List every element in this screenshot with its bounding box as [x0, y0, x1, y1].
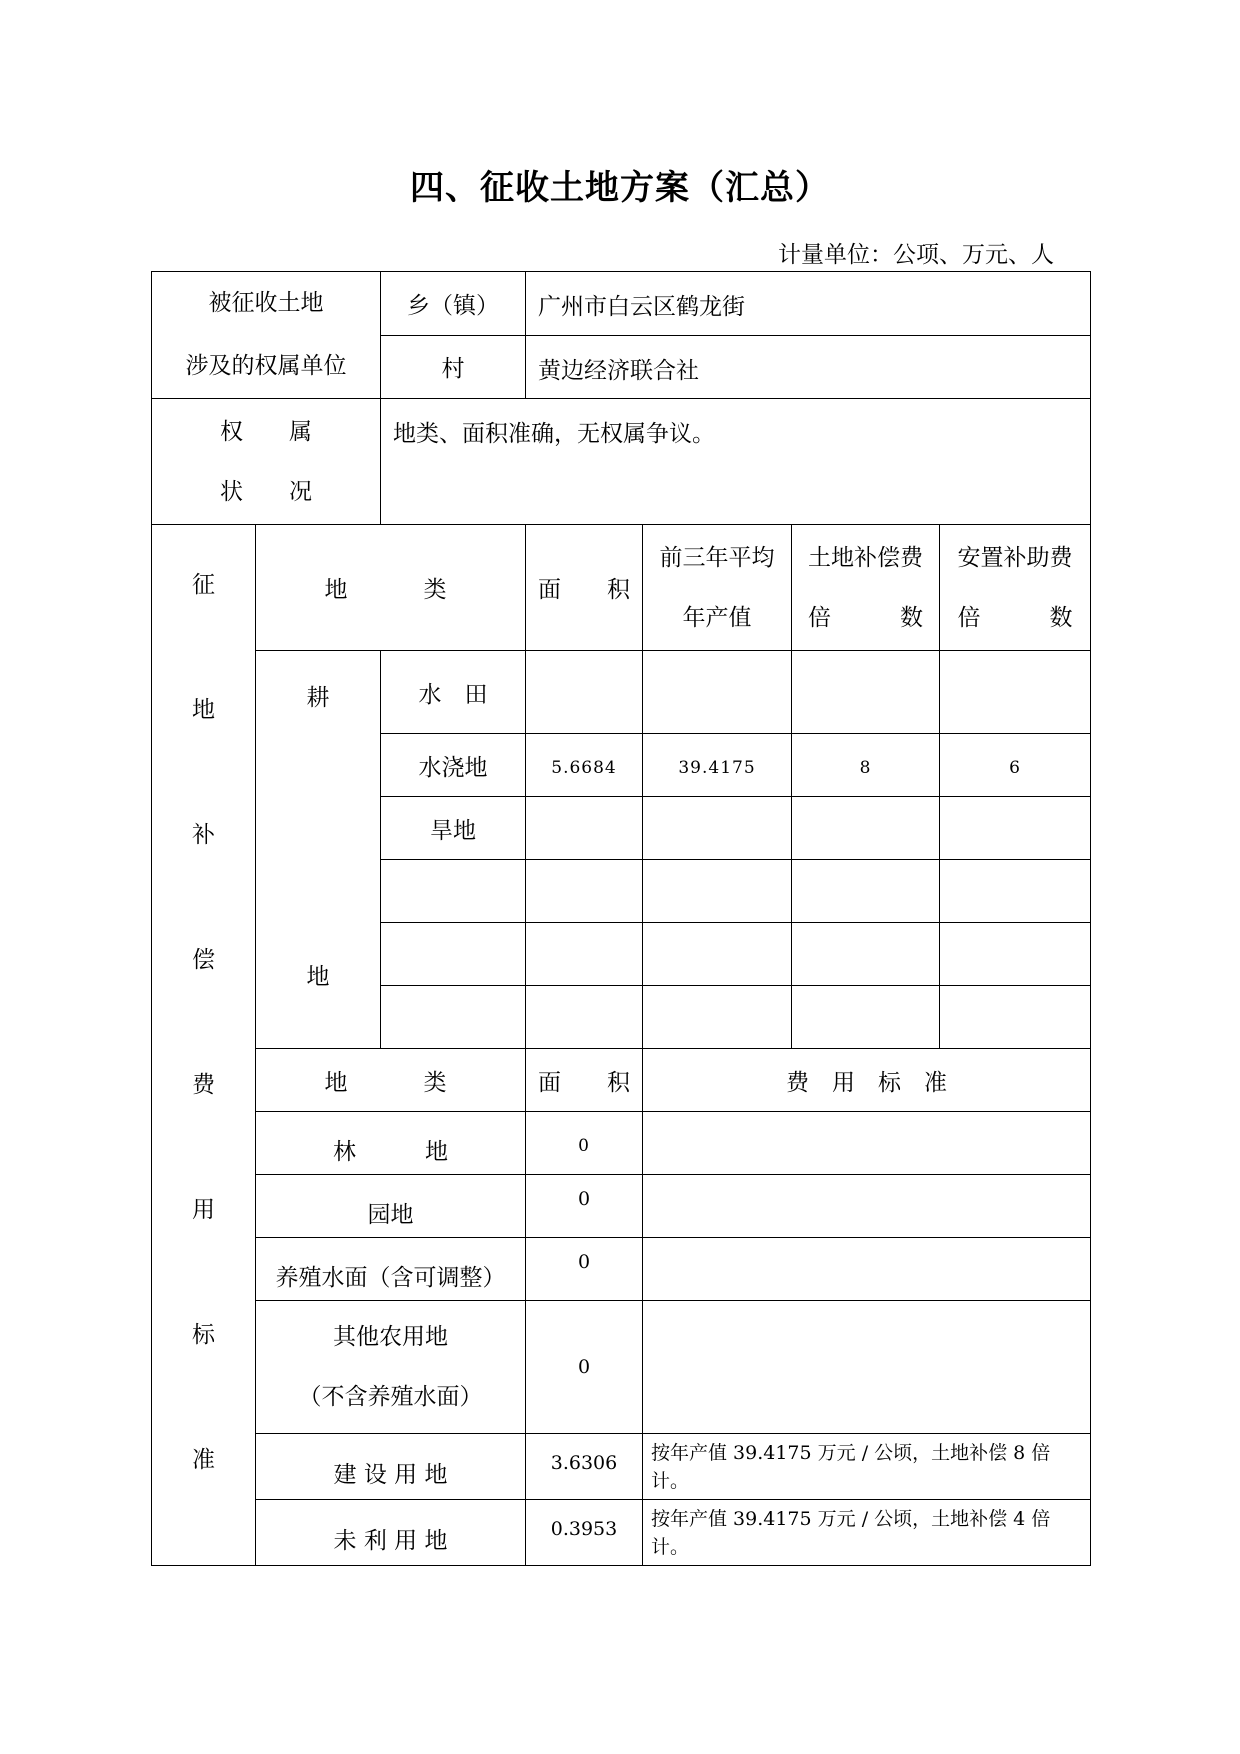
farmland-row-type [381, 923, 526, 986]
other-header-area: 面 积 [526, 1049, 643, 1112]
other-row-area: 3.6306 [526, 1434, 643, 1500]
farmland-row-land-multiple [792, 986, 940, 1049]
compensation-side-label [152, 525, 256, 1566]
farmland-row-land-multiple [792, 923, 940, 986]
compensation-side-char: 准 [192, 1447, 215, 1473]
other-row-area: 0 [526, 1238, 643, 1301]
other-header-standard: 费 用 标 准 [643, 1049, 1091, 1112]
other-row-type: 林 地 [256, 1112, 526, 1175]
farmland-row-area [526, 986, 643, 1049]
farmland-row-land-multiple [792, 797, 940, 860]
farmland-row-avg-output [643, 986, 792, 1049]
ownership-status-label: 权 属 状 况 [152, 399, 381, 525]
farmland-row-type [381, 986, 526, 1049]
farmland-row-resettle-multiple [940, 986, 1091, 1049]
farmland-row-area: 5.6684 [526, 734, 643, 797]
compensation-side-char: 标 [192, 1322, 215, 1348]
land-acquisition-table [151, 271, 1091, 1566]
other-row-area: 0 [526, 1301, 643, 1434]
farmland-row-land-multiple: 8 [792, 734, 940, 797]
compensation-side-char: 地 [192, 697, 215, 723]
compensation-side-char: 用 [192, 1197, 215, 1223]
page-title: 四、征收土地方案（汇总） [410, 168, 830, 208]
header-land-comp-multiple: 土地补偿费 倍 数 [792, 525, 940, 651]
header-land-type: 地 类 [256, 525, 526, 651]
other-row-standard: 按年产值 39.4175 万元 / 公顷，土地补偿 4 倍计。 [643, 1500, 1091, 1566]
other-row-area: 0 [526, 1112, 643, 1175]
farmland-row-land-multiple [792, 651, 940, 734]
farmland-row-resettle-multiple [940, 651, 1091, 734]
farmland-row-avg-output: 39.4175 [643, 734, 792, 797]
other-header-land-type: 地 类 [256, 1049, 526, 1112]
other-row-area: 0.3953 [526, 1500, 643, 1566]
farmland-row-type: 旱地 [381, 797, 526, 860]
other-row-standard [643, 1112, 1091, 1175]
other-row-standard [643, 1175, 1091, 1238]
farmland-label [256, 651, 381, 1049]
header-area: 面 积 [526, 525, 643, 651]
farmland-row-area [526, 797, 643, 860]
farmland-row-resettle-multiple [940, 860, 1091, 923]
compensation-side-chars [152, 525, 255, 1565]
farmland-row-resettle-multiple [940, 797, 1091, 860]
header-resettle-multiple: 安置补助费 倍 数 [940, 525, 1091, 651]
other-row-standard [643, 1238, 1091, 1301]
farmland-row-land-multiple [792, 860, 940, 923]
farmland-row-area [526, 651, 643, 734]
measurement-unit: 计量单位：公项、万元、人 [778, 242, 1054, 268]
farmland-row-avg-output [643, 651, 792, 734]
town-label: 乡（镇） [381, 272, 526, 336]
other-row-area: 0 [526, 1175, 643, 1238]
farmland-row-resettle-multiple: 6 [940, 734, 1091, 797]
farmland-row-avg-output [643, 797, 792, 860]
other-row-type: 其他农用地 （不含养殖水面） [256, 1301, 526, 1434]
farmland-row-avg-output [643, 860, 792, 923]
owner-unit-label-line1: 被征收土地 [208, 290, 324, 316]
owner-unit-label-line2: 涉及的权属单位 [185, 353, 347, 379]
compensation-side-char: 征 [192, 572, 215, 598]
other-row-type: 未 利 用 地 [256, 1500, 526, 1566]
farmland-row-resettle-multiple [940, 923, 1091, 986]
compensation-side-char: 补 [192, 822, 215, 848]
owner-unit-label [152, 272, 381, 399]
other-row-type: 园地 [256, 1175, 526, 1238]
other-row-type: 建 设 用 地 [256, 1434, 526, 1500]
farmland-row-type: 水浇地 [381, 734, 526, 797]
other-row-standard: 按年产值 39.4175 万元 / 公顷，土地补偿 8 倍计。 [643, 1434, 1091, 1500]
town-value: 广州市白云区鹤龙街 [526, 272, 1091, 336]
farmland-label-top: 耕 [306, 685, 330, 711]
farmland-row-area [526, 923, 643, 986]
farmland-row-type: 水 田 [381, 651, 526, 734]
compensation-side-char: 偿 [192, 947, 215, 973]
header-avg-output: 前三年平均 年产值 [643, 525, 792, 651]
village-value: 黄边经济联合社 [526, 335, 1091, 399]
other-row-type: 养殖水面（含可调整） [256, 1238, 526, 1301]
other-row-standard [643, 1301, 1091, 1434]
ownership-status-value: 地类、面积准确，无权属争议。 [381, 399, 1091, 525]
village-label: 村 [381, 335, 526, 399]
farmland-row-avg-output [643, 923, 792, 986]
farmland-row-area [526, 860, 643, 923]
farmland-row-type [381, 860, 526, 923]
farmland-label-bottom: 地 [306, 964, 330, 990]
compensation-side-char: 费 [192, 1072, 215, 1098]
